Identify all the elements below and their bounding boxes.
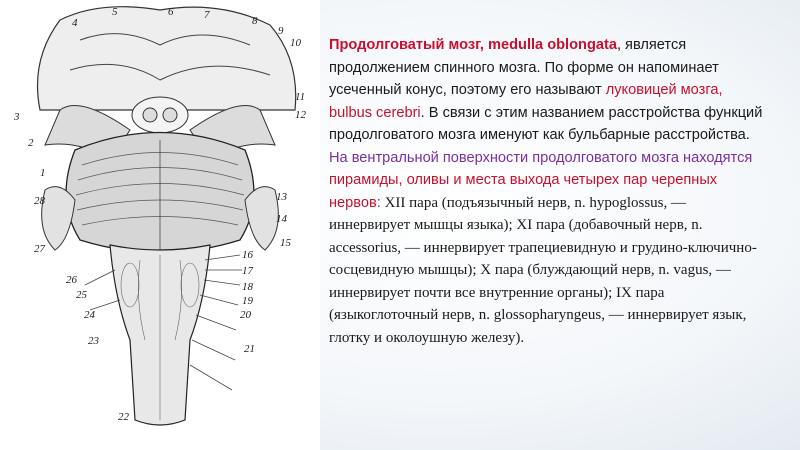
svg-text:2: 2 [28,137,34,149]
medulla-title: Продолговатый мозг, medulla oblongata [329,37,617,53]
intro-text: , является продолжением спинного мозга. По форме он напоминает усеченный конус, поэтому его называют [329,37,719,98]
svg-text:11: 11 [295,91,306,103]
structures-text: пирамиды, оливы и места выхода четырех пар черепных нервов [329,172,718,211]
svg-text:23: 23 [88,335,99,347]
svg-text:16: 16 [242,249,253,261]
svg-text:19: 19 [242,295,253,307]
svg-text:9: 9 [278,25,284,37]
svg-text:28: 28 [34,195,45,207]
svg-text:3: 3 [14,111,20,123]
svg-text:27: 27 [34,243,45,255]
colon: : [376,194,381,211]
svg-text:14: 14 [276,213,287,225]
ventral-surface-text: На вентральной поверхности продолговатого мозга находятся [329,149,753,166]
svg-text:13: 13 [276,191,287,203]
svg-text:8: 8 [252,15,258,27]
svg-text:20: 20 [240,309,251,321]
bulbus-term: луковицей мозга, bulbus cerebri [329,82,723,121]
svg-text:1: 1 [40,167,46,179]
svg-text:24: 24 [84,309,95,321]
svg-text:25: 25 [76,289,87,301]
svg-text:5: 5 [112,6,118,18]
bulbar-text: . В связи с этим названием расстройства функций продолговатого мозга именуют как бульбарные расстройства. [329,104,763,143]
svg-text:17: 17 [242,265,253,277]
svg-text:26: 26 [66,274,77,286]
cranial-nerves-text: XII пара (подъязычный нерв, n. hypoglossus, — иннервирует мышцы языка); XI пара (добавочный нерв, n. accessorius, — иннервирует трапециевидную и грудино-ключично-сосцевидную мышцы); X пара (блуждающий нерв, n. vagus, — иннервирует почти все внутренние органы); IX пара (языкоглоточный нерв, n. glossopharyngeus, — иннервирует язык, глотку и околоушную железу). [329,194,757,346]
svg-text:22: 22 [118,411,129,423]
svg-text:10: 10 [290,37,301,49]
svg-text:21: 21 [244,343,255,355]
svg-text:18: 18 [242,281,253,293]
svg-text:4: 4 [72,17,78,29]
description-text [329,34,769,349]
brainstem-drawing [0,0,320,450]
svg-text:15: 15 [280,237,291,249]
brainstem-illustration [0,0,320,450]
svg-text:7: 7 [204,9,210,21]
svg-text:12: 12 [295,109,306,121]
svg-text:6: 6 [168,6,174,18]
